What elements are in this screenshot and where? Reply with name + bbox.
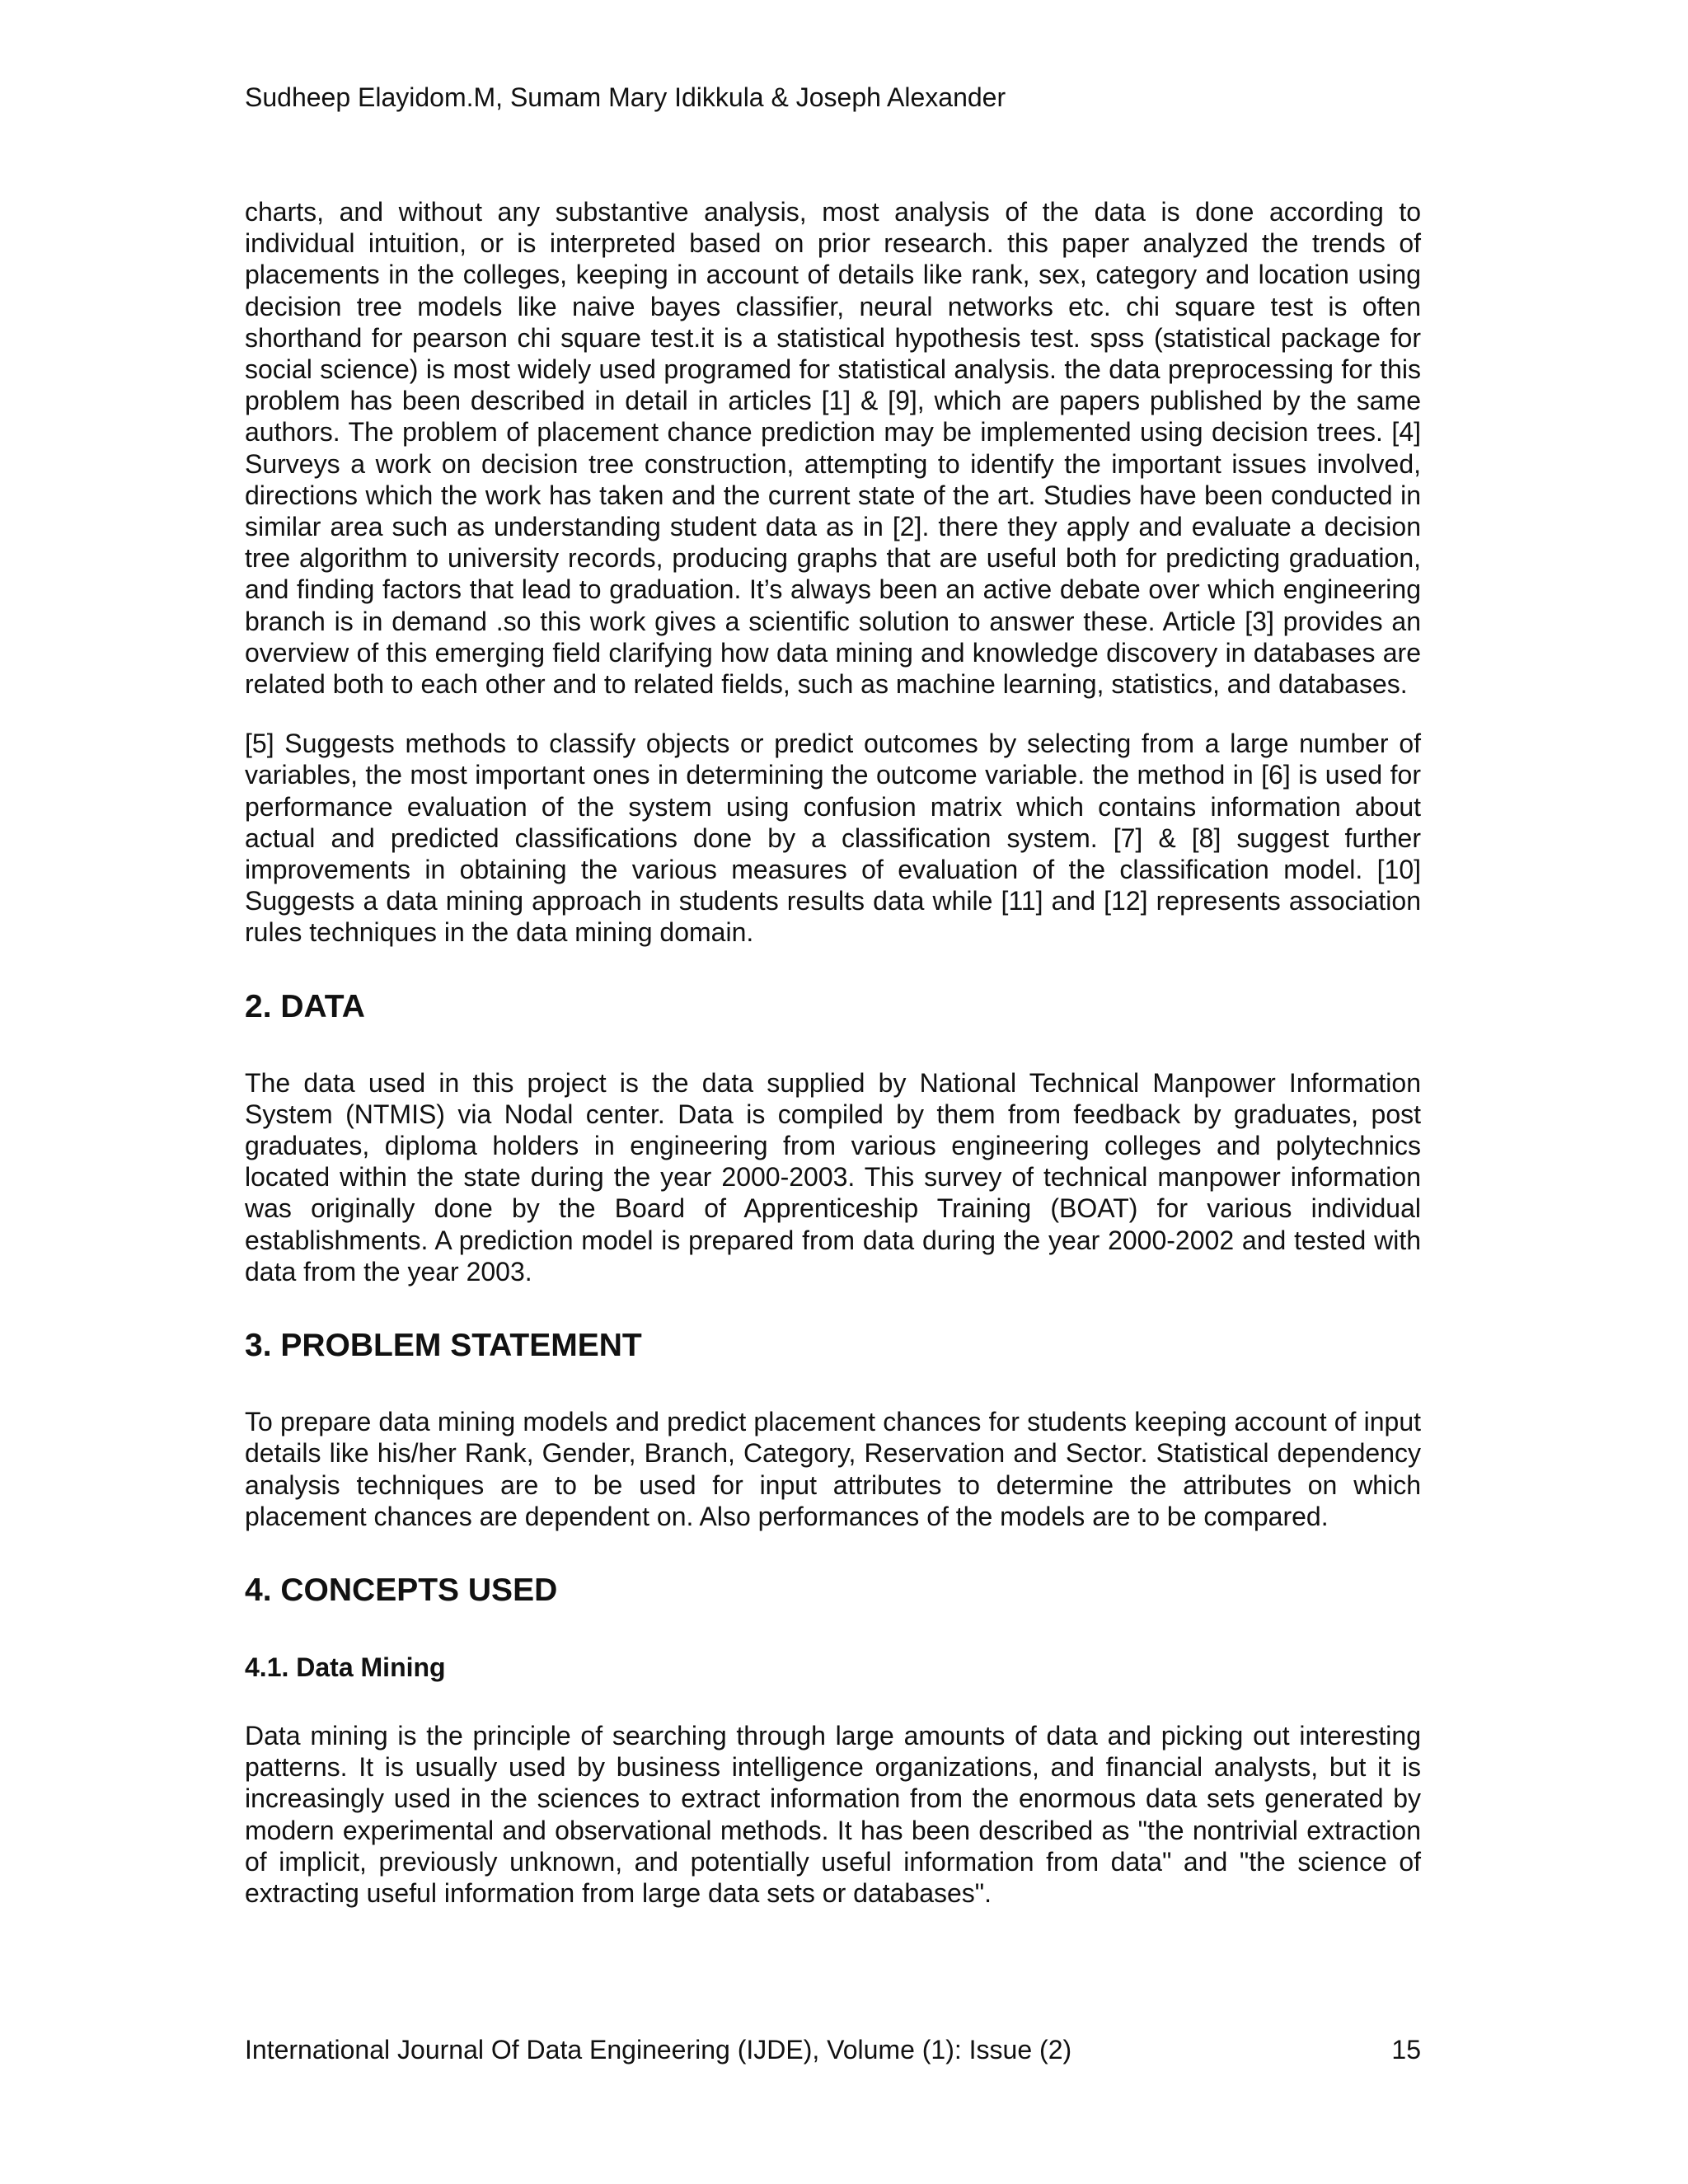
body-paragraph: To prepare data mining models and predict placement chances for students keeping account of input details like his/her Rank, Gender, Branch, Category, Reservation and Sector. Statistical dependency analysis techniques are to be used for input attributes to determine the attributes on which placement chances are dependent on. Also performances of the models are to be compared. <box>245 1407 1421 1531</box>
section-heading-concepts-used: 4. CONCEPTS USED <box>245 1572 558 1608</box>
journal-citation: International Journal Of Data Engineering (IJDE), Volume (1): Issue (2) <box>245 2035 1072 2064</box>
body-paragraph: Data mining is the principle of searching through large amounts of data and picking out interesting patterns. It is usually used by business intelligence organizations, and financial analysts, but it is increasingly used in the sciences to extract information from the enormous data sets generated by modern experimental and observational methods. It has been described as "the nontrivial extraction of implicit, previously unknown, and potentially useful information from data" and "the science of extracting useful information from large data sets or databases". <box>245 1720 1421 1908</box>
running-header: Sudheep Elayidom.M, Sumam Mary Idikkula & Joseph Alexander <box>245 82 1006 112</box>
running-footer <box>245 2033 1421 2066</box>
subsection-heading-data-mining: 4.1. Data Mining <box>245 1652 446 1682</box>
section-heading-data: 2. DATA <box>245 988 365 1024</box>
body-paragraph: charts, and without any substantive analysis, most analysis of the data is done according to individual intuition, or is interpreted based on prior research. this paper analyzed the trends of placements in the colleges, keeping in account of details like rank, sex, category and location using decision tree models like naive bayes classifier, neural networks etc. chi square test is often shorthand for pearson chi square test.it is a statistical hypothesis test. spss (statistical package for social science) is most widely used programed for statistical analysis. the data preprocessing for this problem has been described in detail in articles [1] & [9], which are papers published by the same authors. The problem of placement chance prediction may be implemented using decision trees. [4] Surveys a work on decision tree construction, attempting to identify the important issues involved, directions which the work has taken and the current state of the art. Studies have been conducted in similar area such as understanding student data as in [2]. there they apply and evaluate a decision tree algorithm to university records, producing graphs that are useful both for predicting graduation, and finding factors that lead to graduation. It’s always been an active debate over which engineering branch is in demand .so this work gives a scientific solution to answer these. Article [3] provides an overview of this emerging field clarifying how data mining and knowledge discovery in databases are related both to each other and to related fields, such as machine learning, statistics, and databases. <box>245 197 1421 700</box>
body-paragraph: [5] Suggests methods to classify objects or predict outcomes by selecting from a large number of variables, the most important ones in determining the outcome variable. the method in [6] is used for performance evaluation of the system using confusion matrix which contains information about actual and predicted classifications done by a classification system. [7] & [8] suggest further improvements in obtaining the various measures of evaluation of the classification model. [10] Suggests a data mining approach in students results data while [11] and [12] represents association rules techniques in the data mining domain. <box>245 729 1421 948</box>
body-paragraph: The data used in this project is the data supplied by National Technical Manpower Information System (NTMIS) via Nodal center. Data is compiled by them from feedback by graduates, post graduates, diploma holders in engineering from various engineering colleges and polytechnics located within the state during the year 2000-2003. This survey of technical manpower information was originally done by the Board of Apprenticeship Training (BOAT) for various individual establishments. A prediction model is prepared from data during the year 2000-2002 and tested with data from the year 2003. <box>245 1067 1421 1286</box>
page-number: 15 <box>1391 2035 1421 2064</box>
section-heading-problem-statement: 3. PROBLEM STATEMENT <box>245 1328 642 1364</box>
article-body <box>245 196 1421 1909</box>
